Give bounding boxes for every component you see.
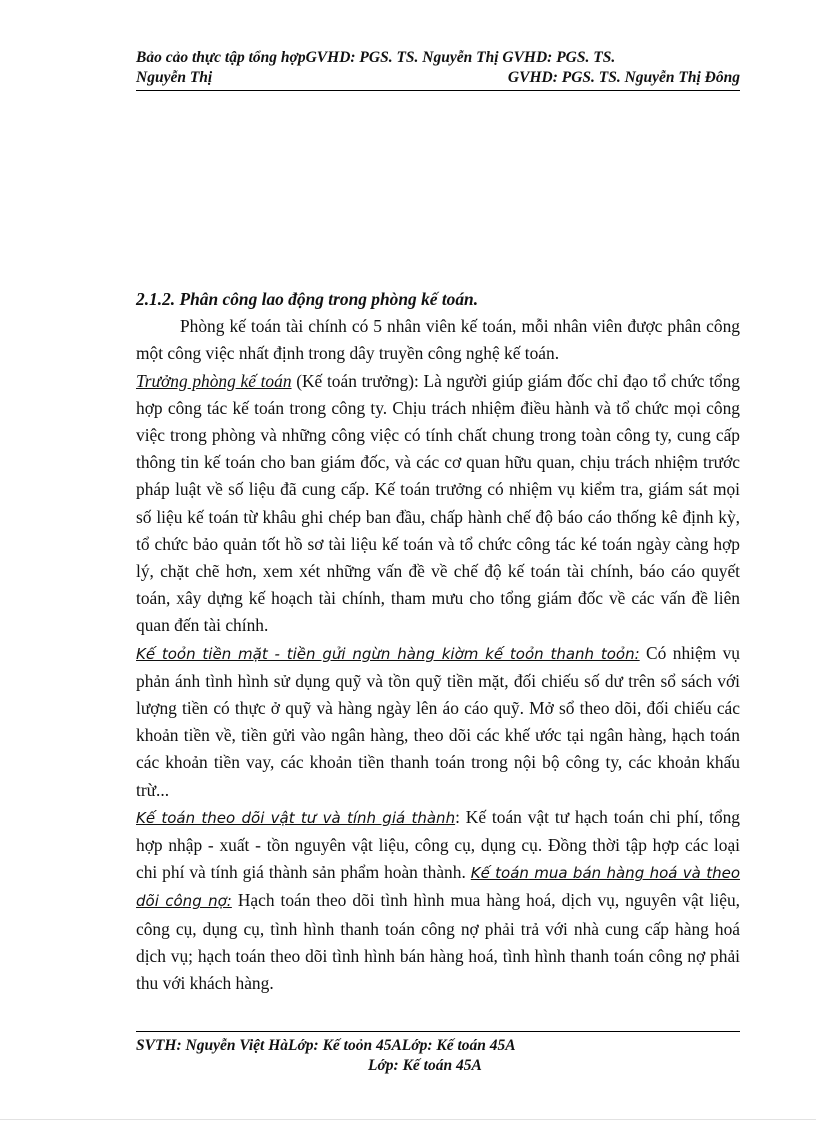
- role-cash-accountant: Kế toỏn tiền mặt - tiền gửi ngừn hàng kiờm kế toỏn thanh toỏn:: [136, 644, 640, 663]
- paragraph-chief-accountant: [136, 368, 740, 640]
- header-line-2-right: GVHD: PGS. TS. Nguyễn Thị Đông: [507, 69, 740, 86]
- text-materials-accountant: : Kế toán vật tư hạch toán chi phí, tổng hợp nhập - xuất - tồn nguyên vật liệu, công cụ, dụng cụ. Đồng thời tập hợp các loại chi phí và tính giá thành sản phẩm hoàn thành.: [136, 806, 740, 883]
- text-chief-accountant: (Kế toán trưởng): Là người giúp giám đốc chỉ đạo tổ chức tổng hợp công tác kế toán trong công ty. Chịu trách nhiệm điều hành và tổ chức mọi công việc trong phòng và những công việc có tính chất chung trong toàn công ty, cung cấp thông tin kế toán cho ban giám đốc, và các cơ quan hữu quan, chịu trách nhiệm trước pháp luật về số liệu đã cung cấp. Kế toán trưởng có nhiệm vụ kiểm tra, giám sát mọi số liệu kế toán từ khâu ghi chép ban đầu, chấp hành chế độ báo cáo thống kê định kỳ, tổ chức bảo quản tốt hồ sơ tài liệu kế toán và tổ chức công tác ké toán ngày càng hợp lý, chặt chẽ hơn, xem xét những vấn đề về chế độ kế toán tài chính, báo cáo quyết toán, xây dựng kế hoạch tài chính, tham mưu cho tổng giám đốc về các vấn đề liên quan đến tài chính.: [136, 370, 740, 636]
- footer-line-1: SVTH: Nguyễn Việt HàLớp: Kế toỏn 45ALớp: Kế toán 45A: [136, 1037, 516, 1054]
- document-body: [136, 286, 740, 997]
- role-materials-accountant: Kế toán theo dõi vật tư và tính giá thành: [136, 808, 456, 827]
- footer-line-2: Lớp: Kế toán 45A: [368, 1057, 482, 1074]
- page-footer: [136, 1031, 740, 1076]
- paragraph-materials-accountant: [136, 804, 740, 997]
- role-sales-accountant: Kế toán mua bán hàng hoá và theo dõi công nợ:: [136, 864, 741, 911]
- text-cash-accountant: Có nhiệm vụ phản ánh tình hình sử dụng quỹ và tồn quỹ tiền mặt, đối chiếu số dư trên sổ sách với lượng tiền có thực ở quỹ và hàng ngày lên áo cáo quỹ. Mở sổ theo dõi, đối chiếu các khoản tiền về, tiền gửi vào ngân hàng, theo dõi các khế ước tại ngân hàng, hạch toán các khoản tiền vay, các khoản tiền thanh toán trong nội bộ công ty, các khoản khấu trừ...: [136, 642, 740, 800]
- role-chief-accountant: Trưởng phòng kế toán: [136, 370, 292, 391]
- section-title: 2.1.2. Phân công lao động trong phòng kế toán.: [136, 289, 479, 309]
- page-edge-divider: [0, 1119, 816, 1120]
- header-line-2: [136, 68, 740, 88]
- page-header: [136, 48, 740, 91]
- intro-paragraph: Phòng kế toán tài chính có 5 nhân viên kế toán, mỗi nhân viên được phân công một công việc nhất định trong dây truyền công nghệ kế toán.: [136, 316, 740, 364]
- paragraph-cash-accountant: [136, 640, 740, 804]
- header-line-2-left: Nguyễn Thị: [136, 69, 213, 86]
- text-sales-accountant: Hạch toán theo dõi tình hình mua hàng hoá, dịch vụ, nguyên vật liệu, công cụ, dụng cụ, tình hình thanh toán công nợ phải trả với nhà cung cấp hàng hoá dịch vụ; hạch toán theo dõi tình hình bán hàng hoá, tình hình thanh toán công nợ phải thu với khách hàng.: [136, 890, 741, 994]
- header-line-1: Bảo cảo thực tập tổng hợpGVHD: PGS. TS. Nguyễn Thị GVHD: PGS. TS.: [136, 49, 616, 66]
